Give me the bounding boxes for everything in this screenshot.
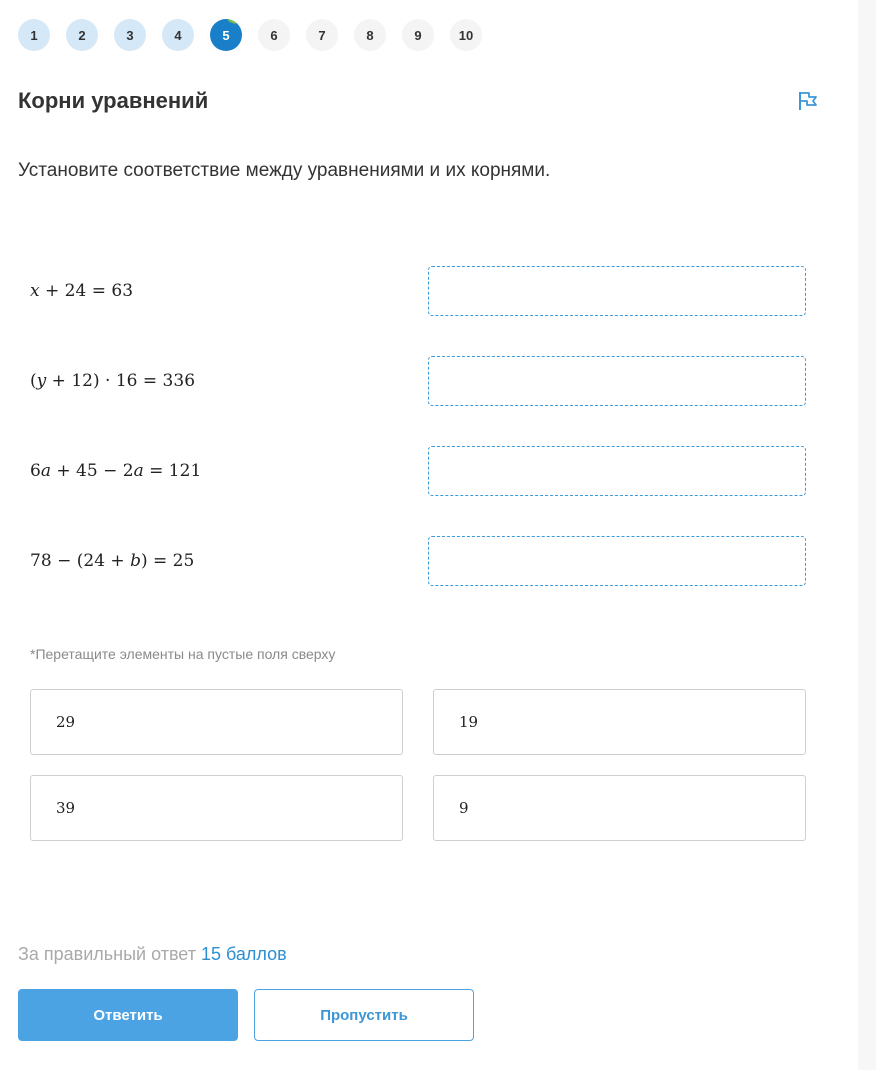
score-prefix: За правильный ответ (18, 944, 196, 964)
answer-card-value: 29 (56, 713, 76, 731)
equation-row-3 (30, 446, 806, 496)
equation-2: (y + 12) · 16 = 336 (30, 371, 196, 391)
equation-1: x + 24 = 63 (30, 281, 134, 301)
step-3[interactable]: 3 (114, 19, 146, 51)
skip-button[interactable]: Пропустить (254, 989, 474, 1041)
step-6[interactable]: 6 (258, 19, 290, 51)
drop-zone-4[interactable] (428, 536, 806, 586)
equation-4: 78 − (24 + b) = 25 (30, 551, 195, 571)
drop-zone-3[interactable] (428, 446, 806, 496)
answer-card-3[interactable] (30, 775, 403, 841)
answer-card-4[interactable] (433, 775, 806, 841)
equation-3: 6a + 45 − 2a = 121 (30, 461, 202, 481)
answer-card-2[interactable] (433, 689, 806, 755)
equation-row-4 (30, 536, 806, 586)
step-4[interactable]: 4 (162, 19, 194, 51)
step-2[interactable]: 2 (66, 19, 98, 51)
page-title: Корни уравнений (18, 88, 209, 113)
flag-icon[interactable] (797, 91, 819, 111)
answer-card-value: 19 (459, 713, 479, 731)
step-1[interactable]: 1 (18, 19, 50, 51)
drag-hint: *Перетащите элементы на пустые поля сверху (30, 646, 336, 662)
step-9[interactable]: 9 (402, 19, 434, 51)
step-10[interactable]: 10 (450, 19, 482, 51)
step-5-label: 5 (222, 27, 230, 43)
answer-card-value: 39 (56, 799, 76, 817)
drop-zone-1[interactable] (428, 266, 806, 316)
step-8[interactable]: 8 (354, 19, 386, 51)
task-instruction: Установите соответствие между уравнениями и их корнями. (18, 160, 551, 181)
right-panel-edge (858, 0, 876, 1070)
answer-card-value: 9 (459, 799, 469, 817)
step-5-current[interactable] (210, 19, 242, 51)
score-points: 15 баллов (200, 944, 287, 964)
answer-card-1[interactable] (30, 689, 403, 755)
equation-row-2 (30, 356, 806, 406)
drop-zone-2[interactable] (428, 356, 806, 406)
equation-row-1 (30, 266, 806, 316)
answer-button[interactable]: Ответить (18, 989, 238, 1041)
score-info (18, 942, 287, 966)
step-7[interactable]: 7 (306, 19, 338, 51)
